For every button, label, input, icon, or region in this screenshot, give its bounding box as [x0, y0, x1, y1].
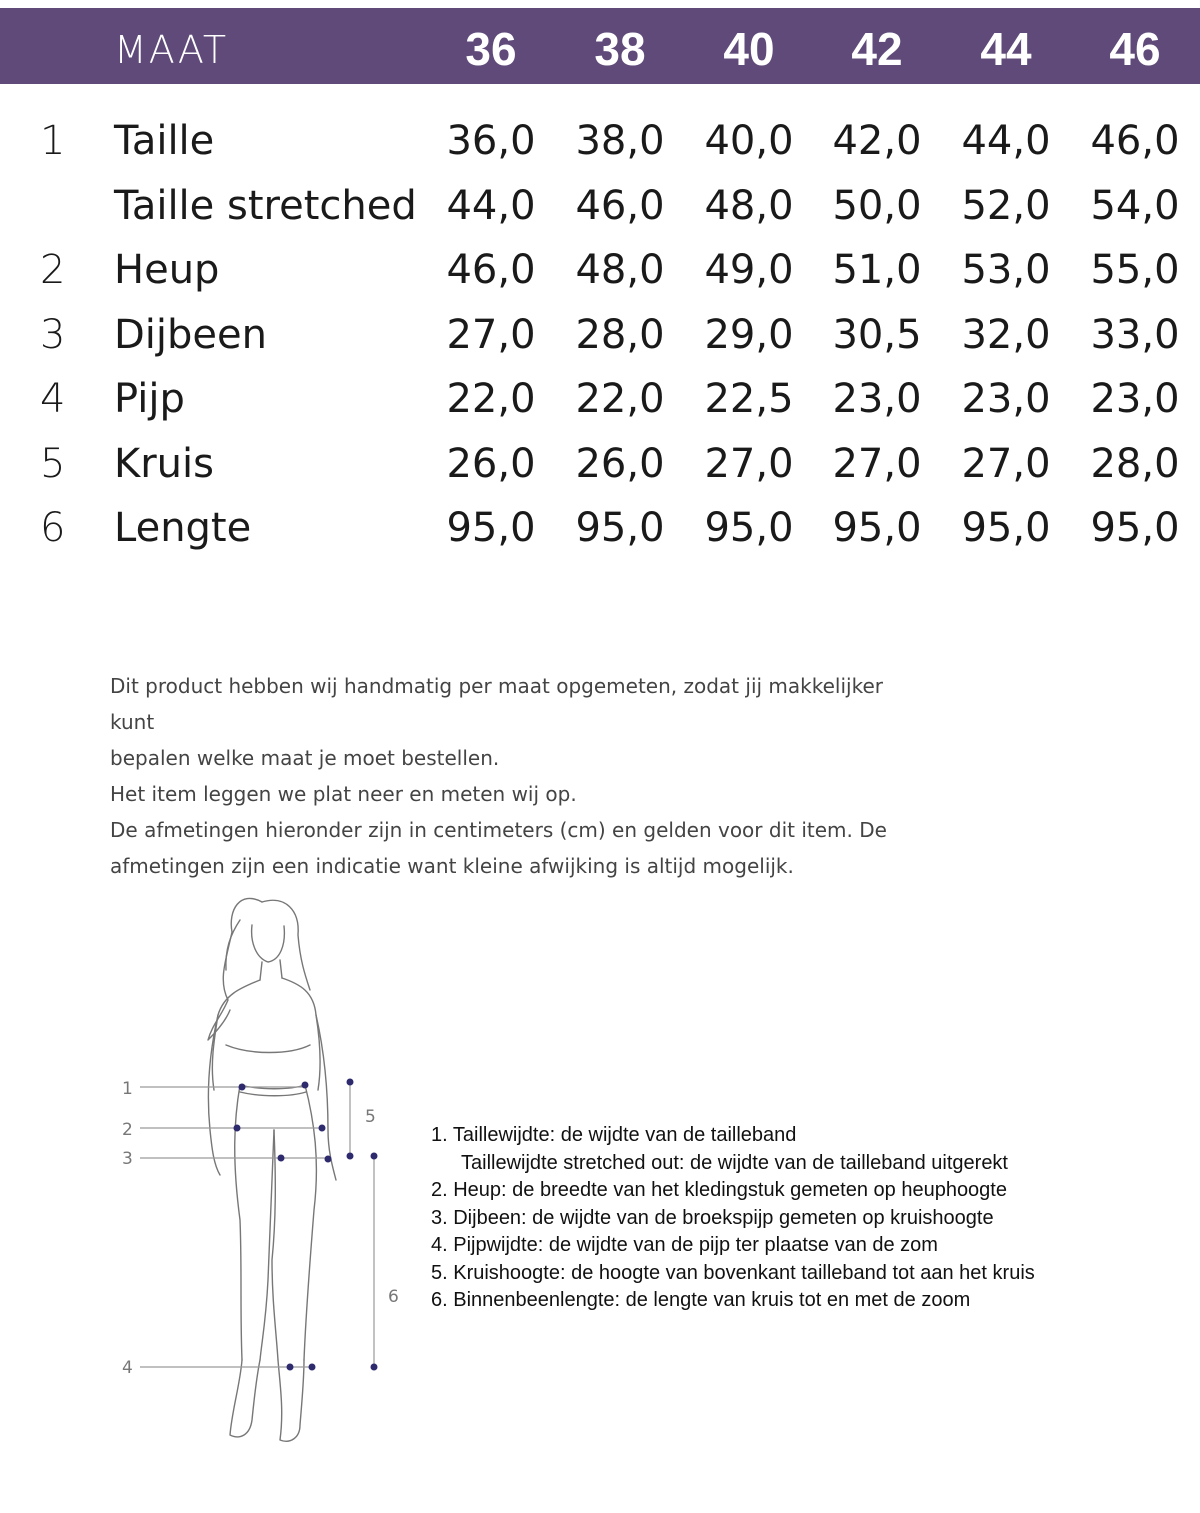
- size-column-head: 36: [465, 23, 517, 75]
- row-number: 1: [40, 118, 66, 164]
- measurement-cell: 23,0: [961, 376, 1051, 422]
- measurement-legend: [431, 1122, 1131, 1390]
- measurement-cell: 49,0: [704, 247, 794, 293]
- measurement-cell: 27,0: [832, 440, 922, 487]
- measurement-cell: 28,0: [1090, 440, 1180, 487]
- row-label: Dijbeen: [114, 311, 267, 358]
- intro-line: De afmetingen hieronder zijn in centimeters (cm) en gelden voor dit item. De: [110, 818, 887, 842]
- measurement-cell: 23,0: [832, 376, 922, 422]
- row-label: Lengte: [114, 505, 252, 551]
- measurement-cell: 26,0: [575, 440, 665, 487]
- measurement-cell: 52,0: [961, 182, 1051, 229]
- legend-item: 1. Taillewijdte: de wijdte van de tailleband: [431, 1124, 797, 1146]
- row-number: 3: [40, 311, 66, 358]
- measurement-cell: 22,0: [446, 376, 536, 422]
- measurement-cell: 32,0: [961, 311, 1051, 358]
- size-column-head: 44: [980, 23, 1032, 75]
- row-number: 2: [40, 247, 66, 293]
- measurement-cell: 46,0: [446, 247, 536, 293]
- marker-label-2: 2: [122, 1120, 133, 1140]
- size-column-head: 38: [594, 23, 646, 75]
- measurement-cell: 51,0: [832, 247, 922, 293]
- measurement-cell: 95,0: [575, 505, 665, 551]
- size-column-head: 46: [1109, 23, 1161, 75]
- marker-label-4: 4: [122, 1358, 133, 1378]
- intro-line: afmetingen zijn een indicatie want kleine afwijking is altijd mogelijk.: [110, 854, 794, 878]
- measurement-cell: 27,0: [961, 440, 1051, 487]
- measurement-cell: 40,0: [704, 118, 794, 164]
- measurement-cell: 38,0: [575, 118, 665, 164]
- measurement-cell: 30,5: [832, 311, 922, 358]
- legend-item: 6. Binnenbeenlengte: de lengte van kruis tot en met de zoom: [431, 1289, 971, 1311]
- size-header-label: MAAT: [114, 28, 229, 72]
- measurement-cell: 95,0: [446, 505, 536, 551]
- row-label: Kruis: [114, 440, 214, 487]
- measurement-cell: 27,0: [704, 440, 794, 487]
- measurement-cell: 44,0: [446, 182, 536, 229]
- measurement-cell: 28,0: [575, 311, 665, 358]
- measurement-cell: 95,0: [704, 505, 794, 551]
- measurement-cell: 95,0: [832, 505, 922, 551]
- measurement-cell: 95,0: [961, 505, 1051, 551]
- row-number: 6: [40, 505, 66, 551]
- measurement-cell: 26,0: [446, 440, 536, 487]
- measurement-cell: 44,0: [961, 118, 1051, 164]
- measurement-figure: [100, 880, 420, 1460]
- measurement-cell: 23,0: [1090, 376, 1180, 422]
- row-label: Heup: [114, 247, 220, 293]
- row-label: Pijp: [114, 376, 185, 422]
- measurement-cell: 42,0: [832, 118, 922, 164]
- row-number: 4: [40, 376, 66, 422]
- intro-text: [110, 668, 930, 884]
- marker-label-1: 1: [122, 1079, 133, 1099]
- marker-label-5: 5: [365, 1107, 376, 1127]
- measurement-cell: 36,0: [446, 118, 536, 164]
- measurement-cell: 22,0: [575, 376, 665, 422]
- measurement-cell: 53,0: [961, 247, 1051, 293]
- intro-line: bepalen welke maat je moet bestellen.: [110, 746, 500, 770]
- legend-item: 4. Pijpwijdte: de wijdte van de pijp ter plaatse van de zom: [431, 1234, 938, 1256]
- size-column-head: 40: [723, 23, 775, 75]
- measurement-cell: 55,0: [1090, 247, 1180, 293]
- woman-silhouette-illustration: [100, 880, 420, 1460]
- size-table-header: [0, 8, 1200, 84]
- marker-label-3: 3: [122, 1149, 133, 1169]
- row-label: Taille: [114, 118, 215, 164]
- measurement-cell: 46,0: [575, 182, 665, 229]
- intro-line: Het item leggen we plat neer en meten wij op.: [110, 782, 577, 806]
- row-label: Taille stretched: [114, 182, 417, 229]
- size-column-head: 42: [851, 23, 903, 75]
- legend-item: 5. Kruishoogte: de hoogte van bovenkant tailleband tot aan het kruis: [431, 1261, 1035, 1284]
- measurement-cell: 50,0: [832, 182, 922, 229]
- measurement-cell: 95,0: [1090, 505, 1180, 551]
- intro-line: Dit product hebben wij handmatig per maat opgemeten, zodat jij makkelijker kunt: [110, 674, 883, 734]
- measurement-cell: 29,0: [704, 311, 794, 358]
- measurement-cell: 48,0: [575, 247, 665, 293]
- measurement-cell: 54,0: [1090, 182, 1180, 229]
- measurement-cell: 27,0: [446, 311, 536, 358]
- legend-item: 3. Dijbeen: de wijdte van de broekspijp gemeten op kruishoogte: [431, 1206, 994, 1229]
- measure-lines: [140, 1082, 374, 1367]
- measurement-cell: 48,0: [704, 182, 794, 229]
- measurement-cell: 22,5: [704, 376, 794, 422]
- marker-label-6: 6: [388, 1287, 399, 1307]
- legend-item: 2. Heup: de breedte van het kledingstuk gemeten op heuphoogte: [431, 1179, 1007, 1201]
- row-number: 5: [40, 440, 66, 487]
- measurement-cell: 33,0: [1090, 311, 1180, 358]
- legend-item: Taillewijdte stretched out: de wijdte van de tailleband uitgerekt: [461, 1151, 1008, 1174]
- measurement-cell: 46,0: [1090, 118, 1180, 164]
